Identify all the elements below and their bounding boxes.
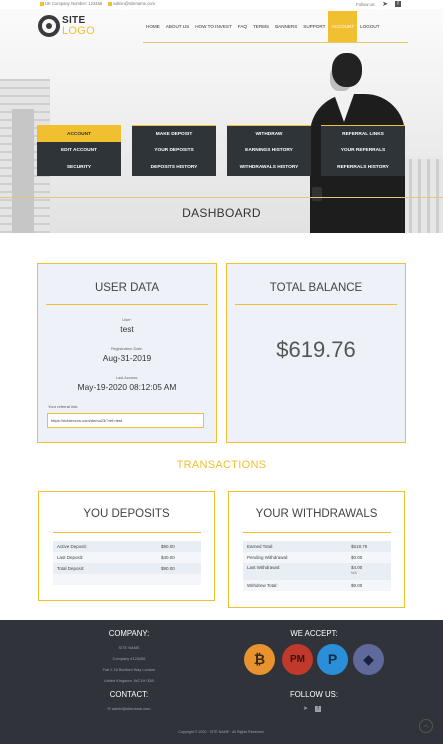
deposits-title: YOU DEPOSITS: [83, 508, 170, 520]
row-label: Pending Withdrawal:: [247, 555, 289, 560]
contact-email[interactable]: ✉ admin@sitename.com: [107, 706, 151, 711]
row-label: Active Deposit:: [57, 544, 88, 549]
row-value: $90.00: [161, 566, 175, 571]
company-number: UK Company Number: 123456: [40, 1, 102, 6]
info-icon: [40, 2, 44, 6]
account-menu-column: [227, 125, 311, 176]
nav-how-to-invest[interactable]: HOW TO INVEST: [195, 24, 232, 29]
last-access-value: May-19-2020 08:12:05 AM: [77, 382, 177, 392]
company-heading: COMPANY:: [108, 629, 150, 638]
table-row: [53, 541, 201, 552]
deposits-table: [53, 541, 201, 585]
user-data-card: USER DATA User: test Registration Date: Aug-31-2019 Last Access: May-19-2020 08:12:05 AM Your referral link: https://richlexcon.com/demo23/?ref=test: [37, 263, 217, 443]
top-bar: [0, 0, 443, 9]
table-row: [243, 541, 391, 552]
menu-item-your-referrals[interactable]: YOUR REFERRALS: [321, 142, 405, 159]
referral-link-input[interactable]: https://richlexcon.com/demo23/?ref=test: [47, 413, 204, 428]
follow-us-label: Follow us:: [356, 1, 376, 7]
row-label: Earned Total:: [247, 544, 274, 549]
row-label: Total Deposit:: [57, 566, 85, 571]
menu-item-withdrawals-history[interactable]: WITHDRAWALS HISTORY: [227, 159, 311, 176]
registration-date-value: Aug-31-2019: [102, 353, 152, 363]
copyright: Copyright © 2020 · SITE NAME · All Rights Reserved.: [178, 730, 265, 734]
deposits-card: [38, 491, 215, 601]
mail-icon: ✉: [107, 706, 112, 711]
facebook-icon[interactable]: f: [395, 1, 401, 7]
account-menu-column: [132, 125, 216, 176]
table-row: [53, 574, 201, 585]
menu-item-your-deposits[interactable]: YOUR DEPOSITS: [132, 142, 216, 159]
balance-value: $619.76: [276, 337, 356, 362]
table-row: [243, 563, 391, 580]
top-email[interactable]: admin@sitename.com: [108, 1, 155, 6]
mail-icon: [108, 2, 112, 6]
menu-item-deposits-history[interactable]: DEPOSITS HISTORY: [132, 159, 216, 176]
menu-item-make-deposit[interactable]: MAKE DEPOSIT: [132, 125, 216, 142]
scroll-to-top-button[interactable]: [419, 719, 433, 733]
referral-link-label: Your referral link:: [48, 404, 79, 409]
withdrawals-card: [228, 491, 405, 608]
logo-icon: [38, 15, 60, 37]
row-value: $40.00: [161, 555, 175, 560]
nav-about-us[interactable]: ABOUT US: [165, 24, 190, 29]
total-balance-title: TOTAL BALANCE: [269, 282, 363, 294]
site-logo[interactable]: SITE LOGO: [38, 15, 98, 39]
main-nav: [143, 11, 383, 42]
menu-item-edit-account[interactable]: EDIT ACCOUNT: [37, 142, 121, 159]
menu-item-security[interactable]: SECURITY: [37, 159, 121, 176]
withdrawals-title: YOUR WITHDRAWALS: [255, 508, 378, 520]
row-value: $9.00: [351, 583, 363, 588]
footer-social: [303, 705, 321, 712]
row-label: Withdrew Total:: [247, 583, 278, 588]
we-accept-heading: WE ACCEPT:: [290, 629, 338, 638]
user-data-title: USER DATA: [94, 282, 160, 294]
row-label: Last Withdrawal:: [247, 565, 281, 570]
menu-item-referrals-history[interactable]: REFERRALS HISTORY: [321, 159, 405, 176]
menu-item-earnings-history[interactable]: EARNINGS HISTORY: [227, 142, 311, 159]
footer: COMPANY: SITE NAME Company #123456 Flat 2 16 Bedford Way London United Kingdom, WC1H 0DB CONTACT: ✉ admin@sitename.com WE ACCEPT: ₿ PM P ◆ FOLLOW US: ➤ f Copyright © 2020 · SITE NAME · All Rights Reserved.: [0, 620, 443, 744]
row-value: $0.00: [351, 555, 363, 560]
ethereum-icon: ◆: [353, 644, 384, 675]
nav-terms[interactable]: TERMS: [252, 24, 270, 29]
table-row: [243, 580, 391, 591]
menu-item-referral-links[interactable]: REFERRAL LINKS: [321, 125, 405, 142]
withdrawals-table: [243, 541, 391, 591]
menu-item-account[interactable]: ACCOUNT: [37, 125, 121, 142]
page-title: DASHBOARD: [182, 206, 261, 220]
account-menu-column: [321, 125, 405, 176]
contact-heading: CONTACT:: [109, 690, 149, 699]
account-menu-column: [37, 125, 121, 176]
total-balance-card: [226, 263, 406, 443]
facebook-icon[interactable]: f: [315, 706, 321, 712]
perfect-money-icon: PM: [282, 644, 313, 675]
row-subvalue: N/A: [351, 571, 357, 575]
nav-faq[interactable]: FAQ: [237, 24, 247, 29]
row-value: $90.00: [161, 544, 175, 549]
table-row: [243, 552, 391, 563]
bitcoin-icon: ₿: [244, 644, 275, 675]
username-value: test: [120, 324, 134, 334]
payeer-icon: P: [317, 644, 348, 675]
nav-support[interactable]: SUPPORT: [303, 24, 326, 29]
telegram-icon[interactable]: ➤: [382, 1, 388, 8]
chevron-up-icon: ︿: [422, 723, 429, 729]
nav-logout[interactable]: LOGOUT: [360, 24, 380, 29]
transactions-title: TRANSACTIONS: [176, 459, 267, 471]
menu-item-withdraw[interactable]: WITHDRAW: [227, 125, 311, 142]
nav-account[interactable]: ACCOUNT: [328, 11, 357, 42]
row-value: $4.00 N/A: [351, 565, 391, 575]
nav-banners[interactable]: BANNERS: [275, 24, 298, 29]
nav-home[interactable]: HOME: [146, 24, 160, 29]
row-value: $518.76: [351, 544, 368, 549]
telegram-icon[interactable]: ➤: [303, 706, 309, 712]
building-right: [400, 159, 443, 233]
row-label: Last Deposit:: [57, 555, 84, 560]
table-row: [53, 563, 201, 574]
table-row: [53, 552, 201, 563]
follow-us-heading: FOLLOW US:: [289, 690, 339, 699]
